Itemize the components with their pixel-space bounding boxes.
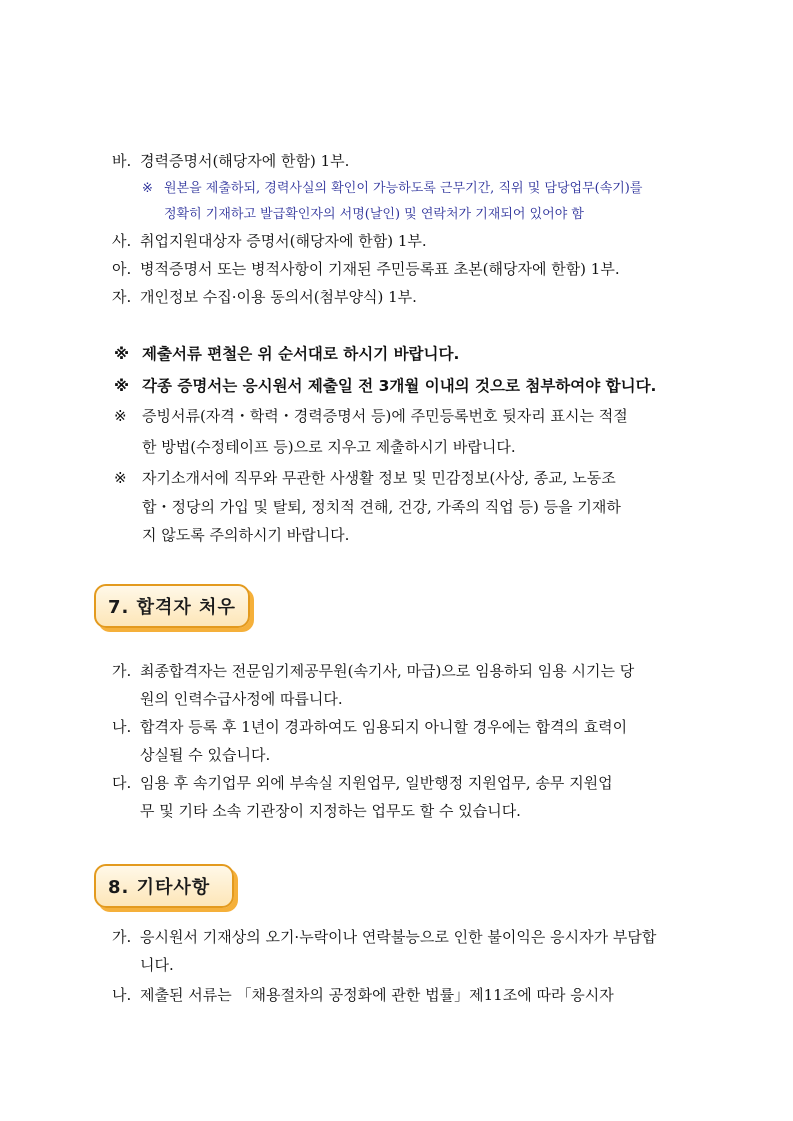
item-marker: 사. <box>112 232 132 250</box>
note-continuation <box>164 204 584 226</box>
item-text: 임용 후 속기업무 외에 부속실 지원업무, 일반행정 지원업무, 송무 지원업 <box>140 774 613 792</box>
item-marker: 바. <box>112 152 132 170</box>
item-text: 개인정보 수집·이용 동의서(첨부양식) 1부. <box>140 288 417 306</box>
note-text: 정확히 기재하고 발급확인자의 서명(날인) 및 연락처가 기재되어 있어야 함 <box>164 207 584 222</box>
s7-line-da-cont <box>140 800 521 822</box>
item-text: 무 및 기타 소속 기관장이 지정하는 업무도 할 수 있습니다. <box>140 802 521 820</box>
notice-id-number-cont <box>142 436 516 458</box>
s7-line-ga-cont <box>140 688 343 710</box>
section-7-heading <box>94 584 250 628</box>
notice-marker: ※ <box>114 345 130 363</box>
notice-text: 제출서류 편철은 위 순서대로 하시기 바랍니다. <box>142 345 460 363</box>
notice-privacy-cont-1 <box>142 496 621 518</box>
item-text: 니다. <box>140 956 174 974</box>
s8-line-ga-cont <box>140 954 174 976</box>
notice-certificate-period <box>114 375 656 397</box>
notice-text: 자기소개서에 직무와 무관한 사생활 정보 및 민감정보(사상, 종교, 노동조 <box>142 469 616 487</box>
item-marker: 자. <box>112 288 132 306</box>
section-7-title: 7. 합격자 처우 <box>108 597 236 618</box>
s7-line-ga <box>112 660 634 682</box>
s7-line-da <box>112 772 613 794</box>
item-marker: 가. <box>112 928 132 946</box>
note-text: 원본을 제출하되, 경력사실의 확인이 가능하도록 근무기간, 직위 및 담당업무(속기)를 <box>164 181 643 196</box>
item-text: 응시원서 기재상의 오기·누락이나 연락불능으로 인한 불이익은 응시자가 부담합 <box>140 928 657 946</box>
s8-line-ga <box>112 926 656 948</box>
item-marker: 가. <box>112 662 132 680</box>
item-sa <box>112 230 427 252</box>
item-text: 상실될 수 있습니다. <box>140 746 271 764</box>
notice-privacy <box>114 467 616 489</box>
s8-line-na <box>112 984 614 1006</box>
notice-text: 지 않도록 주의하시기 바랍니다. <box>142 526 350 544</box>
item-text: 최종합격자는 전문임기제공무원(속기사, 마급)으로 임용하되 임용 시기는 당 <box>140 662 635 680</box>
item-marker: 나. <box>112 718 132 736</box>
notice-privacy-cont-2 <box>142 524 349 546</box>
note-original-required <box>142 178 642 200</box>
notice-text: 각종 증명서는 응시원서 제출일 전 3개월 이내의 것으로 첨부하여야 합니다. <box>142 377 657 395</box>
notice-id-number <box>114 405 628 427</box>
item-marker: 다. <box>112 774 132 792</box>
notice-marker: ※ <box>114 407 127 425</box>
notice-filing-order <box>114 343 459 365</box>
s7-line-na <box>112 716 627 738</box>
notice-text: 증빙서류(자격・학력・경력증명서 등)에 주민등록번호 뒷자리 표시는 적절 <box>142 407 628 425</box>
note-marker: ※ <box>142 181 153 196</box>
item-text: 취업지원대상자 증명서(해당자에 한함) 1부. <box>140 232 427 250</box>
item-text: 병적증명서 또는 병적사항이 기재된 주민등록표 초본(해당자에 한함) 1부. <box>140 260 620 278</box>
item-marker: 아. <box>112 260 132 278</box>
item-text: 원의 인력수급사정에 따릅니다. <box>140 690 343 708</box>
item-text: 합격자 등록 후 1년이 경과하여도 임용되지 아니할 경우에는 합격의 효력이 <box>140 718 628 736</box>
notice-marker: ※ <box>114 377 130 395</box>
notice-text: 한 방법(수정테이프 등)으로 지우고 제출하시기 바랍니다. <box>142 438 516 456</box>
section-8-heading <box>94 864 234 908</box>
s7-line-na-cont <box>140 744 270 766</box>
notice-text: 합・정당의 가입 및 탈퇴, 정치적 견해, 건강, 가족의 직업 등) 등을 기재하 <box>142 498 621 516</box>
item-a <box>112 258 620 280</box>
section-8-title: 8. 기타사항 <box>108 877 211 898</box>
item-marker: 나. <box>112 986 132 1004</box>
item-ba <box>112 150 349 172</box>
item-text: 경력증명서(해당자에 한함) 1부. <box>140 152 350 170</box>
item-ja <box>112 286 417 308</box>
notice-marker: ※ <box>114 469 127 487</box>
item-text: 제출된 서류는 「채용절차의 공정화에 관한 법률」제11조에 따라 응시자 <box>140 986 614 1004</box>
